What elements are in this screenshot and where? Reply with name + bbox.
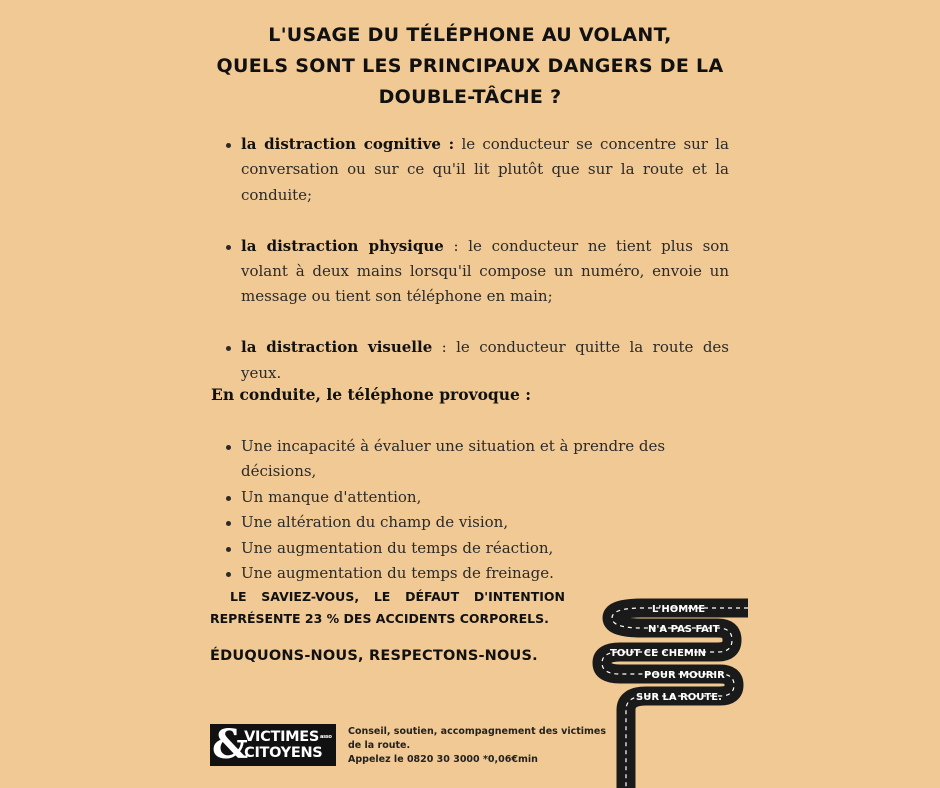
list-item (212, 335, 729, 386)
did-you-know-line-1 (210, 586, 565, 608)
term: la distraction visuelle (241, 338, 433, 357)
contact-line-3: Appelez le 0820 30 3000 *0,06€min (348, 754, 538, 765)
term: la distraction cognitive : (241, 135, 455, 153)
description: : le conducteur ne tient plus son volant à deux mains lorsqu'il compose un numéro, envoie un message ou tient son téléphone en main; (241, 236, 730, 306)
logo-word-1: VICTIMES (244, 729, 320, 745)
contact-line-1: Conseil, soutien, accompagnement des victimes (348, 726, 607, 737)
contact-line-2: de la route. (348, 740, 411, 751)
word: DÉFAUT (405, 589, 460, 604)
word: LE (373, 589, 391, 604)
term: la distraction physique (241, 236, 444, 255)
list-item: Une incapacité à évaluer une situation et à prendre des décisions, (212, 434, 729, 485)
description: le conducteur se concentre sur la conversation ou sur ce qu'il lit plutôt que sur la route et la conduite; (241, 135, 729, 204)
title-line-2: QUELS SONT LES PRINCIPAUX DANGERS DE LA (216, 55, 724, 77)
list-item (212, 234, 729, 310)
did-you-know (210, 586, 565, 630)
effects-heading: En conduite, le téléphone provoque : (211, 385, 531, 404)
word: SAVIEZ-VOUS, (261, 589, 360, 604)
road-line-3: TOUT CE CHEMIN (610, 648, 706, 659)
logo-word-2: CITOYENS (244, 745, 323, 761)
word: D'INTENTION (473, 589, 565, 604)
road-line-2: N'A PAS FAIT (648, 624, 720, 635)
slogan: ÉDUQUONS-NOUS, RESPECTONS-NOUS. (210, 648, 538, 664)
logo-words (244, 729, 331, 761)
logo-ampersand: & (212, 721, 249, 768)
logo-small: asso (320, 734, 332, 740)
title-line-3: DOUBLE-TÂCHE ? (378, 86, 562, 108)
list-item: Une altération du champ de vision, (212, 510, 729, 535)
effects-list (212, 434, 729, 586)
list-item: Une augmentation du temps de freinage. (212, 561, 729, 586)
description: : le conducteur quitte la route des yeux. (241, 338, 729, 382)
contact-info (348, 725, 608, 767)
list-item: Un manque d'attention, (212, 485, 729, 510)
word: LE (230, 589, 247, 604)
road-line-1: L'HOMME (652, 604, 706, 615)
title-line-1: L'USAGE DU TÉLÉPHONE AU VOLANT, (268, 24, 672, 46)
road-line-4: POUR MOURIR (644, 670, 725, 681)
page-title (0, 20, 940, 113)
did-you-know-line-2: REPRÉSENTE 23 % DES ACCIDENTS CORPORELS. (210, 611, 549, 626)
road-illustration (590, 596, 760, 788)
list-item (212, 132, 729, 208)
road-line-5: SUR LA ROUTE. (636, 692, 722, 703)
victimes-citoyens-logo (210, 721, 336, 768)
distraction-list (212, 132, 729, 386)
list-item: Une augmentation du temps de réaction, (212, 536, 729, 561)
